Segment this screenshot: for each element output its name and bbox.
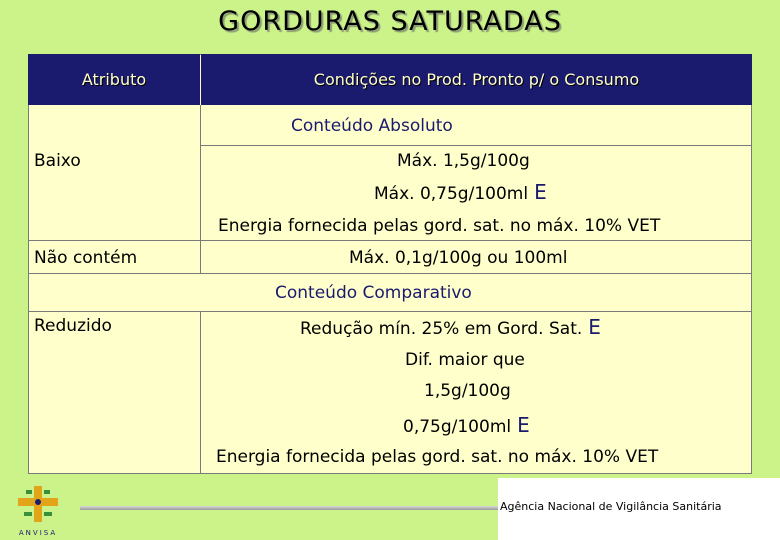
header-conditions: Condições no Prod. Pronto p/ o Consumo: [201, 54, 752, 105]
page-title: GORDURAS SATURADAS: [218, 6, 562, 37]
agency-name: Agência Nacional de Vigilância Sanitária: [500, 500, 722, 513]
and-marker: E: [534, 180, 547, 204]
logo-text: ANVISA: [18, 529, 58, 537]
reduzido-energy: Energia fornecida pelas gord. sat. no máx. 10% VET: [216, 447, 659, 467]
nao-contem-limit: Máx. 0,1g/100g ou 100ml: [349, 248, 568, 268]
reduzido-reduction-text: Redução mín. 25% em Gord. Sat.: [300, 319, 583, 339]
footer-divider: [80, 506, 498, 510]
column-divider: [200, 145, 201, 273]
reduzido-reduction: [300, 316, 601, 340]
column-divider: [200, 105, 201, 145]
row-divider: [28, 273, 752, 274]
row-divider: [200, 145, 752, 146]
baixo-limit-solid: Máx. 1,5g/100g: [397, 151, 530, 171]
baixo-limit-liquid-text: Máx. 0,75g/100ml: [374, 184, 529, 204]
and-marker: E: [517, 413, 530, 437]
anvisa-logo: [6, 482, 70, 538]
header-attribute: Atributo: [28, 54, 200, 105]
reduzido-diff-solid: 1,5g/100g: [424, 381, 511, 401]
row-label-baixo: Baixo: [34, 151, 81, 171]
baixo-limit-liquid: [374, 181, 547, 205]
row-label-nao-contem: Não contém: [34, 248, 138, 268]
row-divider: [28, 240, 200, 241]
column-divider: [200, 311, 201, 474]
row-label-reduzido: Reduzido: [34, 316, 112, 336]
reduzido-diff-liquid-text: 0,75g/100ml: [403, 417, 512, 437]
and-marker: E: [588, 315, 601, 339]
baixo-energy: Energia fornecida pelas gord. sat. no máx. 10% VET: [218, 216, 661, 236]
reduzido-diff-liquid: [403, 414, 530, 438]
row-divider: [200, 240, 752, 241]
section-absolute: Conteúdo Absoluto: [291, 116, 453, 136]
reduzido-difference: Dif. maior que: [405, 350, 525, 370]
row-divider: [28, 311, 752, 312]
section-comparative: Conteúdo Comparativo: [275, 283, 472, 303]
